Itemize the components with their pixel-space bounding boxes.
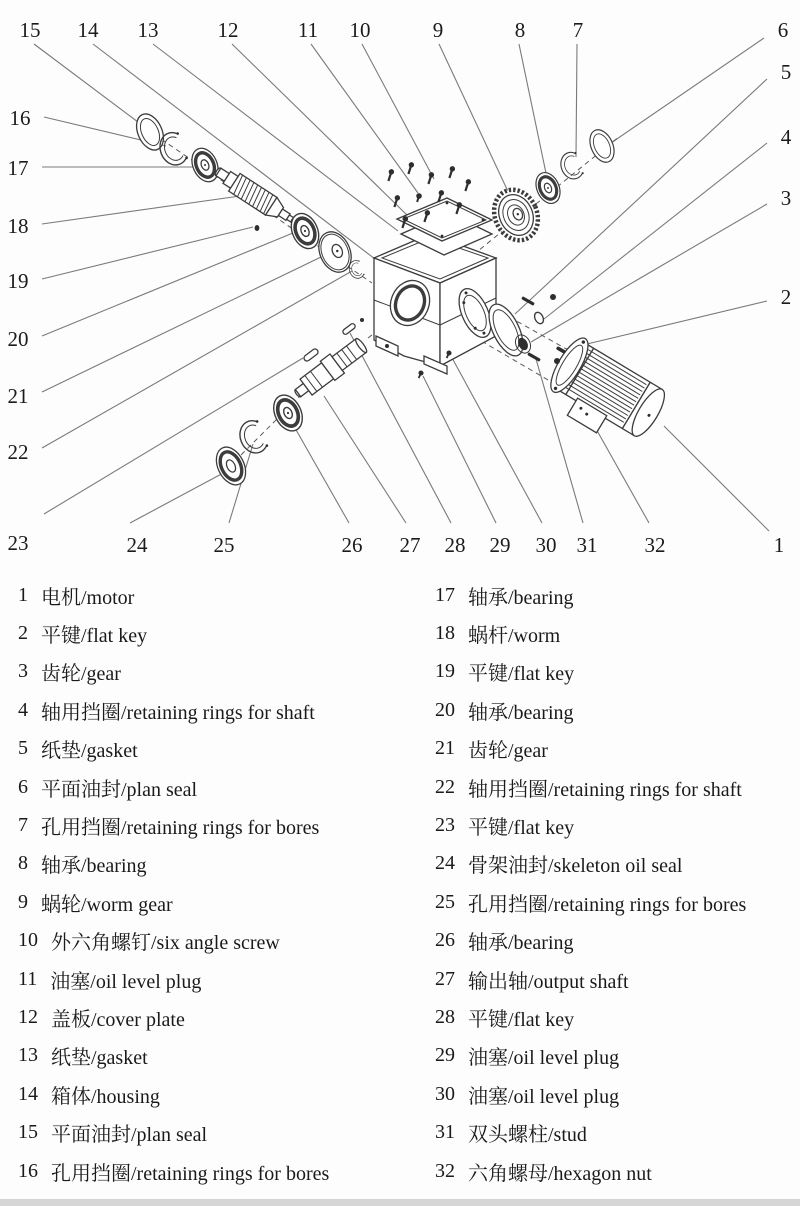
leader-line-4: [544, 143, 767, 319]
housing-14: [360, 234, 497, 379]
part-number: 2: [18, 622, 28, 645]
leader-line-10: [362, 44, 434, 179]
callout-number-28: 28: [444, 533, 466, 557]
leader-line-23: [44, 358, 303, 514]
part-row-1: [18, 576, 428, 614]
part-label: 油塞/oil level plug: [468, 1085, 620, 1108]
part-number: 3: [18, 660, 28, 683]
callout-number-4: 4: [780, 125, 792, 149]
part-number: 7: [18, 814, 28, 837]
part-label: 轴承/bearing: [468, 586, 574, 609]
cover-assembly: [386, 161, 492, 255]
part-number: 27: [435, 967, 455, 990]
part-label: 孔用挡圈/retaining rings for bores: [468, 893, 747, 916]
part-row-15: [18, 1113, 428, 1151]
skeleton-oil-seal-24: [211, 442, 252, 489]
part-row-27: [435, 960, 795, 998]
part-row-20: [435, 691, 795, 729]
part-number: 18: [435, 622, 455, 645]
part-row-4: [18, 691, 428, 729]
worm-18: [211, 162, 300, 230]
part-row-12: [18, 998, 428, 1036]
callout-number-9: 9: [432, 18, 444, 42]
part-row-28: [435, 998, 795, 1036]
part-label: 轴承/bearing: [468, 701, 574, 724]
part-label: 双头螺柱/stud: [468, 1124, 587, 1147]
part-number: 1: [18, 583, 28, 606]
callout-number-11: 11: [297, 18, 319, 42]
callout-number-27: 27: [399, 533, 421, 557]
callout-number-18: 18: [7, 214, 29, 238]
part-label: 平键/flat key: [468, 663, 575, 686]
part-label: 纸垫/gasket: [41, 740, 138, 763]
parts-column-right: [435, 576, 795, 1190]
part-label: 轴用挡圈/retaining rings for shaft: [41, 701, 315, 724]
part-row-5: [18, 730, 428, 768]
part-number: 32: [435, 1159, 455, 1182]
hexagon-nut-32: [550, 294, 556, 300]
callout-number-2: 2: [780, 285, 792, 309]
part-row-7: [18, 806, 428, 844]
callout-number-31: 31: [576, 533, 598, 557]
callout-number-13: 13: [137, 18, 159, 42]
leader-line-8: [519, 44, 547, 178]
oil-plug-11: [414, 192, 422, 202]
leader-line-19: [42, 227, 253, 279]
oil-plug-29: [416, 370, 424, 379]
output-shaft-assembly: [211, 323, 371, 490]
leader-line-18: [42, 196, 240, 224]
motor-1: [537, 333, 672, 455]
callout-number-23: 23: [7, 531, 29, 555]
bearing-8: [531, 169, 564, 207]
part-number: 20: [435, 698, 455, 721]
part-label: 孔用挡圈/retaining rings for bores: [41, 817, 320, 840]
part-number: 30: [435, 1082, 455, 1105]
part-label: 蜗轮/worm gear: [41, 893, 173, 916]
part-number: 15: [18, 1121, 38, 1144]
callout-number-21: 21: [7, 384, 29, 408]
part-row-19: [435, 653, 795, 691]
part-number: 25: [435, 890, 455, 913]
gear-21: [313, 227, 357, 278]
part-number: 9: [18, 890, 28, 913]
hexagon-nut-32b: [554, 358, 560, 364]
part-label: 盖板/cover plate: [51, 1008, 185, 1031]
part-label: 孔用挡圈/retaining rings for bores: [51, 1162, 330, 1185]
part-label: 外六角螺钉/six angle screw: [51, 932, 280, 955]
part-row-22: [435, 768, 795, 806]
part-label: 轴用挡圈/retaining rings for shaft: [468, 778, 742, 801]
callout-number-26: 26: [341, 533, 363, 557]
part-row-9: [18, 883, 428, 921]
part-label: 平面油封/plan seal: [51, 1124, 208, 1147]
leader-line-15: [34, 44, 142, 125]
retaining-ring-4: [533, 311, 545, 325]
part-label: 平键/flat key: [468, 1008, 575, 1031]
part-number: 23: [435, 814, 455, 837]
part-label: 六角螺母/hexagon nut: [468, 1162, 652, 1185]
part-label: 轴承/bearing: [468, 932, 574, 955]
callout-number-10: 10: [349, 18, 371, 42]
leader-line-26: [291, 421, 349, 523]
part-row-18: [435, 614, 795, 652]
callout-number-8: 8: [514, 18, 526, 42]
flat-key-19: [255, 225, 260, 231]
part-row-31: [435, 1113, 795, 1151]
part-row-23: [435, 806, 795, 844]
leader-line-1: [664, 426, 769, 531]
callout-number-7: 7: [572, 18, 584, 42]
part-number: 31: [435, 1121, 455, 1144]
part-label: 平键/flat key: [41, 625, 148, 648]
part-number: 11: [18, 967, 38, 990]
callout-number-16: 16: [9, 106, 31, 130]
part-row-30: [435, 1075, 795, 1113]
callout-number-15: 15: [19, 18, 41, 42]
part-label: 齿轮/gear: [41, 663, 121, 686]
bearing-26: [268, 390, 308, 435]
flat-key-28: [342, 323, 356, 336]
leader-line-24: [130, 471, 227, 523]
part-number: 14: [18, 1082, 38, 1105]
leader-line-3: [531, 204, 767, 342]
part-label: 骨架油封/skeleton oil seal: [468, 855, 683, 878]
part-row-8: [18, 845, 428, 883]
bearing-17: [187, 144, 223, 186]
part-row-21: [435, 730, 795, 768]
callout-number-29: 29: [489, 533, 511, 557]
leader-line-30: [451, 356, 542, 523]
part-number: 26: [435, 929, 455, 952]
flat-key-23: [303, 348, 319, 362]
part-label: 平面油封/plan seal: [41, 778, 198, 801]
callout-number-5: 5: [780, 60, 792, 84]
part-row-2: [18, 614, 428, 652]
part-number: 16: [18, 1159, 38, 1182]
leader-line-6: [611, 38, 764, 143]
part-row-14: [18, 1075, 428, 1113]
plan-seal-6: [585, 126, 619, 166]
part-row-24: [435, 845, 795, 883]
callout-number-32: 32: [644, 533, 666, 557]
part-label: 纸垫/gasket: [51, 1047, 148, 1070]
leader-line-14: [93, 44, 375, 259]
flat-key-2: [556, 346, 566, 354]
part-label: 油塞/oil level plug: [468, 1047, 620, 1070]
part-row-26: [435, 922, 795, 960]
parts-list: [0, 576, 800, 1192]
part-row-29: [435, 1037, 795, 1075]
callout-number-1: 1: [773, 533, 785, 557]
part-label: 平键/flat key: [468, 817, 575, 840]
parts-column-left: [18, 576, 428, 1190]
part-row-10: [18, 922, 428, 960]
part-number: 24: [435, 852, 455, 875]
stud-31b: [527, 352, 541, 362]
part-row-13: [18, 1037, 428, 1075]
part-row-25: [435, 883, 795, 921]
part-row-3: [18, 653, 428, 691]
retaining-ring-25: [235, 418, 269, 457]
part-row-16: [18, 1152, 428, 1190]
part-number: 21: [435, 737, 455, 760]
part-number: 12: [18, 1005, 38, 1028]
part-number: 5: [18, 737, 28, 760]
leader-line-2: [566, 301, 767, 349]
part-label: 蜗杆/worm: [468, 625, 561, 648]
part-number: 17: [435, 583, 455, 606]
part-number: 29: [435, 1044, 455, 1067]
callout-number-19: 19: [7, 269, 29, 293]
part-number: 19: [435, 660, 455, 683]
output-shaft-27: [289, 334, 370, 403]
part-number: 28: [435, 1005, 455, 1028]
callout-number-22: 22: [7, 440, 29, 464]
callout-number-17: 17: [7, 156, 29, 180]
part-row-6: [18, 768, 428, 806]
part-label: 输出轴/output shaft: [468, 970, 629, 993]
part-number: 10: [18, 929, 38, 952]
callout-number-3: 3: [780, 186, 792, 210]
part-number: 8: [18, 852, 28, 875]
leader-line-7: [576, 44, 577, 157]
retaining-ring-7: [557, 150, 584, 182]
part-number: 6: [18, 775, 28, 798]
part-label: 轴承/bearing: [41, 855, 147, 878]
callout-number-24: 24: [126, 533, 148, 557]
callout-number-20: 20: [7, 327, 29, 351]
callout-number-6: 6: [777, 18, 789, 42]
callout-number-30: 30: [535, 533, 557, 557]
part-label: 电机/motor: [41, 586, 135, 609]
callout-number-12: 12: [217, 18, 239, 42]
exploded-diagram: [0, 0, 800, 570]
part-label: 齿轮/gear: [468, 740, 548, 763]
part-row-11: [18, 960, 428, 998]
leader-line-29: [423, 376, 496, 523]
part-label: 油塞/oil level plug: [50, 970, 202, 993]
callout-number-25: 25: [213, 533, 235, 557]
part-row-17: [435, 576, 795, 614]
part-label: 箱体/housing: [51, 1085, 160, 1108]
part-number: 13: [18, 1044, 38, 1067]
scan-edge-artifact: [0, 1199, 800, 1206]
part-row-32: [435, 1152, 795, 1190]
callout-number-14: 14: [77, 18, 99, 42]
part-number: 22: [435, 775, 455, 798]
worm-shaft-assembly: [131, 110, 365, 281]
plan-seal-15: [131, 110, 168, 154]
part-number: 4: [18, 698, 28, 721]
